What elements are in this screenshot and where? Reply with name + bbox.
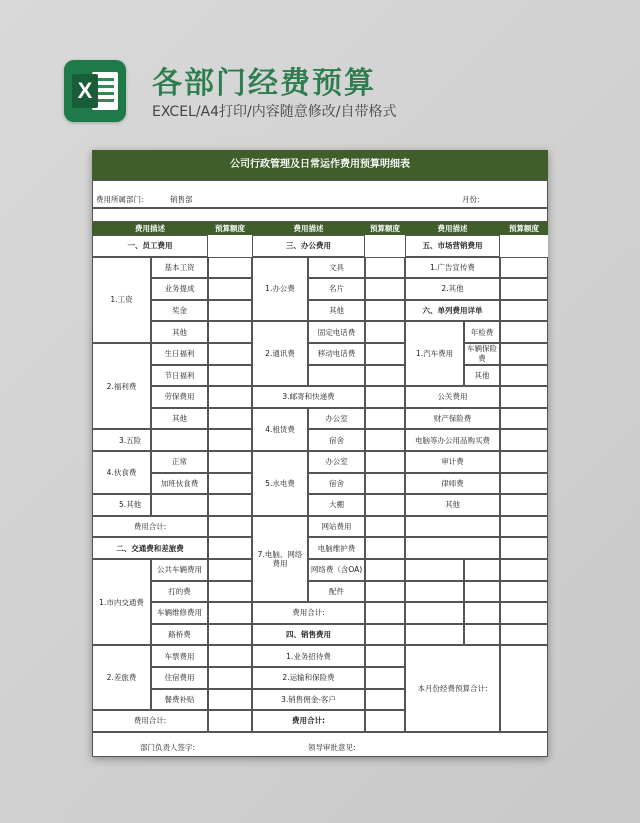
- expense-item-cell: 大棚: [308, 494, 365, 516]
- budget-input-cell[interactable]: [151, 494, 208, 516]
- expense-item-cell: 1.业务招待费: [252, 645, 365, 667]
- budget-input-cell[interactable]: [365, 408, 405, 430]
- budget-input-cell[interactable]: [500, 602, 548, 624]
- expense-item-cell: 2.福利费: [92, 343, 151, 429]
- expense-item-cell: 宿舍: [308, 473, 365, 495]
- signature-label: 部门负责人签字:: [140, 743, 196, 752]
- budget-input-cell[interactable]: [365, 645, 405, 667]
- budget-input-cell[interactable]: [208, 365, 252, 387]
- expense-item-cell: 车票费用: [151, 645, 208, 667]
- approval-label: 领导审批意见:: [308, 743, 356, 752]
- expense-item-cell: 网站费用: [308, 516, 365, 538]
- expense-item-cell: 二、交通费和差旅费: [92, 537, 208, 559]
- expense-item-cell: 1.汽车费用: [405, 321, 464, 386]
- spacer-row: [92, 208, 548, 222]
- expense-item-cell: 六、单列费用详单: [405, 300, 500, 322]
- expense-item-cell: 移动电话费: [308, 343, 365, 365]
- budget-input-cell[interactable]: [365, 321, 405, 343]
- budget-input-cell[interactable]: [208, 473, 252, 495]
- budget-input-cell[interactable]: [500, 581, 548, 603]
- budget-input-cell[interactable]: [365, 451, 405, 473]
- budget-sheet: [92, 150, 548, 757]
- dept-label: 费用所属部门:: [96, 195, 144, 204]
- expense-item-cell: 公共车辆费用: [151, 559, 208, 581]
- page-subtitle: EXCEL/A4打印/内容随意修改/自带格式: [152, 104, 397, 120]
- expense-item-cell: 费用合计:: [92, 516, 208, 538]
- budget-input-cell[interactable]: [405, 624, 464, 646]
- col-header-budget-1: 预算额度: [208, 222, 252, 235]
- expense-item-cell: 2.运输和保险费: [252, 667, 365, 689]
- budget-input-cell[interactable]: [365, 278, 405, 300]
- template-banner: [0, 0, 640, 140]
- budget-input-cell[interactable]: [500, 321, 548, 343]
- budget-input-cell[interactable]: [500, 343, 548, 365]
- budget-input-cell[interactable]: [365, 429, 405, 451]
- expense-item-cell: 办公室: [308, 408, 365, 430]
- budget-input-cell[interactable]: [308, 365, 365, 387]
- expense-item-cell: 节日福利: [151, 365, 208, 387]
- expense-item-cell: 其他: [308, 300, 365, 322]
- budget-input-cell[interactable]: [208, 645, 252, 667]
- budget-input-cell[interactable]: [365, 473, 405, 495]
- expense-item-cell: 5.水电费: [252, 451, 308, 516]
- expense-item-cell: 费用合计:: [252, 602, 365, 624]
- budget-input-cell[interactable]: [365, 343, 405, 365]
- expense-item-cell: 车辆保险费: [464, 343, 500, 365]
- budget-input-cell[interactable]: [500, 300, 548, 322]
- expense-item-cell: 劳保费用: [151, 386, 208, 408]
- budget-input-cell[interactable]: [208, 537, 252, 559]
- col-header-desc-1: 费用描述: [92, 222, 208, 235]
- expense-item-cell: 奖金: [151, 300, 208, 322]
- expense-item-cell: 生日福利: [151, 343, 208, 365]
- budget-input-cell[interactable]: [208, 689, 252, 711]
- month-label: 月份:: [462, 195, 480, 204]
- budget-input-cell[interactable]: [464, 602, 500, 624]
- col-header-budget-2: 预算额度: [365, 222, 405, 235]
- expense-item-cell: 一、员工费用: [92, 235, 208, 257]
- expense-item-cell: 1.市内交通费: [92, 559, 151, 645]
- expense-item-cell: 5.其他: [92, 494, 151, 516]
- expense-item-cell: 业务提成: [151, 278, 208, 300]
- budget-input-cell[interactable]: [208, 386, 252, 408]
- expense-item-cell: 1.办公费: [252, 257, 308, 322]
- expense-item-cell: 三、办公费用: [252, 235, 365, 257]
- budget-input-cell[interactable]: [500, 429, 548, 451]
- budget-input-cell[interactable]: [208, 451, 252, 473]
- budget-input-cell[interactable]: [405, 537, 500, 559]
- budget-input-cell[interactable]: [208, 667, 252, 689]
- expense-item-cell: 其他: [151, 408, 208, 430]
- budget-input-cell[interactable]: [500, 473, 548, 495]
- budget-input-cell[interactable]: [500, 408, 548, 430]
- expense-item-cell: 2.差旅费: [92, 645, 151, 710]
- budget-input-cell[interactable]: [208, 343, 252, 365]
- budget-input-cell[interactable]: [365, 667, 405, 689]
- budget-input-cell[interactable]: [500, 537, 548, 559]
- expense-item-cell: 财产保险费: [405, 408, 500, 430]
- budget-input-cell[interactable]: [500, 451, 548, 473]
- budget-input-cell[interactable]: [208, 710, 252, 732]
- info-row: [92, 180, 548, 208]
- budget-input-cell[interactable]: [208, 494, 252, 516]
- expense-item-cell: 电脑维护费: [308, 537, 365, 559]
- budget-input-cell[interactable]: [500, 494, 548, 516]
- expense-item-cell: 其他: [464, 365, 500, 387]
- page-title: 各部门经费预算: [152, 66, 376, 101]
- expense-item-cell: 1.工资: [92, 257, 151, 343]
- expense-item-cell: 宿舍: [308, 429, 365, 451]
- expense-item-cell: 电脑等办公用品购买费: [405, 429, 500, 451]
- expense-item-cell: 4.租赁费: [252, 408, 308, 451]
- budget-input-cell[interactable]: [500, 516, 548, 538]
- budget-input-cell[interactable]: [208, 278, 252, 300]
- expense-item-cell: 7.电脑、网络费用: [252, 516, 308, 602]
- budget-input-cell[interactable]: [208, 624, 252, 646]
- budget-input-cell[interactable]: [365, 516, 405, 538]
- budget-input-cell[interactable]: [365, 710, 405, 732]
- expense-item-cell: 费用合计:: [92, 710, 208, 732]
- expense-item-cell: 网络费（含OA): [308, 559, 365, 581]
- expense-item-cell: 公关费用: [405, 386, 500, 408]
- expense-item-cell: 加班伙食费: [151, 473, 208, 495]
- expense-item-cell: 3.五险: [92, 429, 151, 451]
- expense-item-cell: 其他: [405, 494, 500, 516]
- budget-input-cell[interactable]: [365, 624, 405, 646]
- excel-x-letter: X: [72, 74, 98, 108]
- budget-input-cell[interactable]: [365, 365, 405, 387]
- expense-item-cell: 正常: [151, 451, 208, 473]
- col-header-desc-2: 费用描述: [252, 222, 365, 235]
- sheet-title: 公司行政管理及日常运作费用预算明细表: [92, 150, 548, 180]
- expense-item-cell: 打的费: [151, 581, 208, 603]
- budget-input-cell[interactable]: [464, 559, 500, 581]
- expense-item-cell: 名片: [308, 278, 365, 300]
- budget-input-cell[interactable]: [208, 581, 252, 603]
- budget-input-cell[interactable]: [365, 300, 405, 322]
- expense-item-cell: 五、市场营销费用: [405, 235, 500, 257]
- expense-item-cell: 本月份经费预算合计:: [405, 645, 500, 731]
- expense-item-cell: 路桥费: [151, 624, 208, 646]
- budget-input-cell[interactable]: [151, 429, 208, 451]
- expense-item-cell: 3.销售佣金-客户: [252, 689, 365, 711]
- budget-input-cell[interactable]: [365, 559, 405, 581]
- budget-input-cell[interactable]: [464, 581, 500, 603]
- col-header-desc-3: 费用描述: [405, 222, 500, 235]
- budget-input-cell[interactable]: [365, 494, 405, 516]
- budget-input-cell[interactable]: [208, 257, 252, 279]
- expense-item-cell: 1.广告宣传费: [405, 257, 500, 279]
- budget-input-cell[interactable]: [208, 408, 252, 430]
- budget-input-cell[interactable]: [500, 278, 548, 300]
- budget-input-cell[interactable]: [208, 321, 252, 343]
- expense-item-cell: 费用合计:: [252, 710, 365, 732]
- dept-value[interactable]: 销售部: [170, 195, 193, 204]
- budget-input-cell[interactable]: [464, 624, 500, 646]
- expense-item-cell: 四、销售费用: [252, 624, 365, 646]
- expense-item-cell: 审计费: [405, 451, 500, 473]
- budget-input-cell[interactable]: [365, 689, 405, 711]
- budget-input-cell[interactable]: [365, 581, 405, 603]
- expense-item-cell: 住宿费用: [151, 667, 208, 689]
- expense-item-cell: 车辆维修费用: [151, 602, 208, 624]
- budget-input-cell[interactable]: [405, 581, 464, 603]
- expense-item-cell: 固定电话费: [308, 321, 365, 343]
- budget-input-cell[interactable]: [208, 559, 252, 581]
- col-header-budget-3: 预算额度: [500, 222, 548, 235]
- expense-item-cell: 年检费: [464, 321, 500, 343]
- expense-item-cell: 配件: [308, 581, 365, 603]
- budget-input-cell[interactable]: [365, 602, 405, 624]
- budget-input-cell[interactable]: [500, 365, 548, 387]
- budget-input-cell[interactable]: [405, 516, 500, 538]
- expense-item-cell: 文具: [308, 257, 365, 279]
- budget-input-cell[interactable]: [208, 602, 252, 624]
- expense-item-cell: 律师费: [405, 473, 500, 495]
- budget-input-cell[interactable]: [405, 559, 464, 581]
- expense-item-cell: 办公室: [308, 451, 365, 473]
- budget-input-cell[interactable]: [500, 386, 548, 408]
- budget-input-cell[interactable]: [365, 257, 405, 279]
- excel-icon: [64, 60, 126, 122]
- budget-input-cell[interactable]: [365, 537, 405, 559]
- budget-input-cell[interactable]: [208, 429, 252, 451]
- expense-item-cell: 2.通讯费: [252, 321, 308, 386]
- expense-item-cell: 4.伙食费: [92, 451, 151, 494]
- budget-input-cell[interactable]: [208, 516, 252, 538]
- expense-item-cell: 餐费补贴: [151, 689, 208, 711]
- expense-item-cell: 基本工资: [151, 257, 208, 279]
- expense-item-cell: 2.其他: [405, 278, 500, 300]
- budget-input-cell[interactable]: [365, 386, 405, 408]
- budget-input-cell[interactable]: [500, 624, 548, 646]
- budget-input-cell[interactable]: [405, 602, 464, 624]
- budget-input-cell[interactable]: [500, 257, 548, 279]
- budget-input-cell[interactable]: [500, 645, 548, 731]
- expense-item-cell: 3.邮寄和快递费: [252, 386, 365, 408]
- expense-item-cell: 其他: [151, 321, 208, 343]
- budget-input-cell[interactable]: [500, 559, 548, 581]
- budget-input-cell[interactable]: [208, 300, 252, 322]
